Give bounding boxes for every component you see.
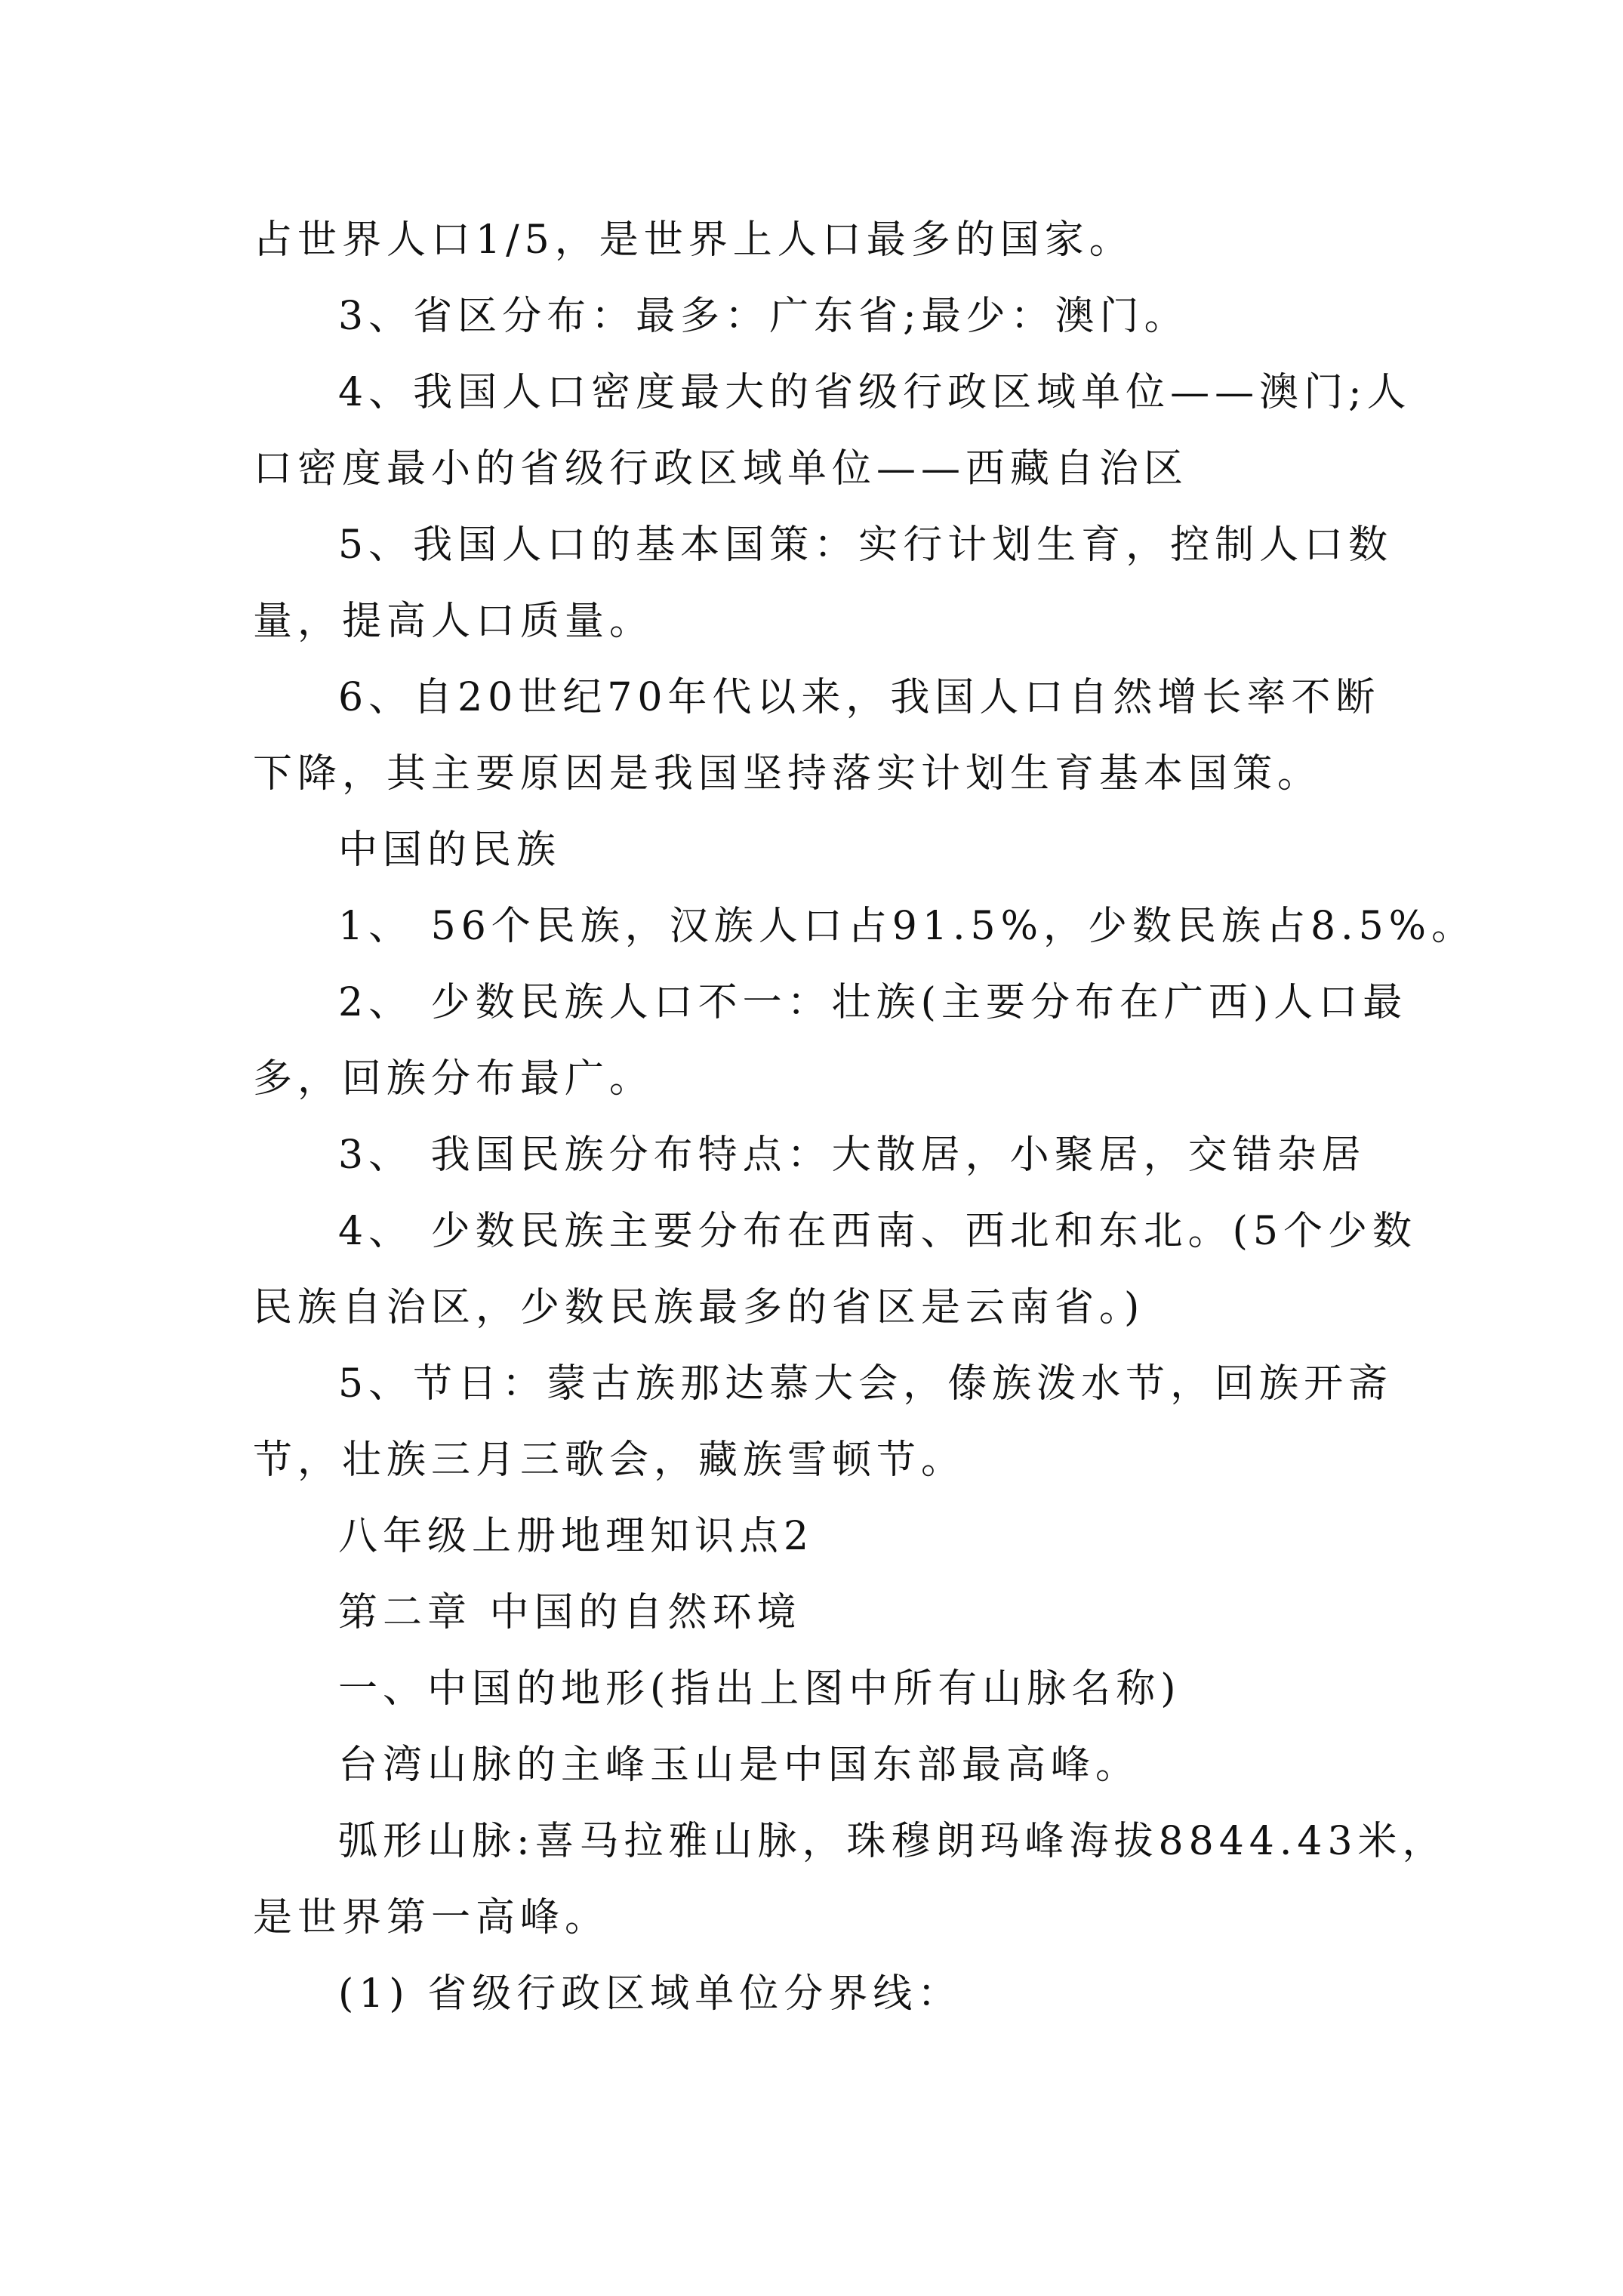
text-line: 下降，其主要原因是我国坚持落实计划生育基本国策。 [253,751,1323,797]
text-line: 口密度最小的省级行政区域单位——西藏自治区 [253,446,1189,492]
section-heading: 八年级上册地理知识点2 [338,1514,815,1559]
text-line: 台湾山脉的主峰玉山是中国东部最高峰。 [338,1743,1141,1788]
text-line: 5、节日：蒙古族那达慕大会，傣族泼水节，回族开斋 [338,1361,1394,1407]
text-line: 4、我国人口密度最大的省级行政区域单位——澳门;人 [338,370,1412,415]
text-line: 占世界人口1/5，是世界上人口最多的国家。 [253,217,1134,263]
text-line: 多，回族分布最广。 [253,1056,654,1102]
text-line: 是世界第一高峰。 [253,1895,610,1940]
text-line: (1) 省级行政区域单位分界线： [338,1971,962,2017]
text-line: 5、我国人口的基本国策：实行计划生育，控制人口数 [338,522,1394,568]
text-line: 量，提高人口质量。 [253,599,654,644]
text-line: 1、 56个民族，汉族人口占91.5%，少数民族占8.5%。 [338,904,1477,949]
text-line: 3、省区分布：最多：广东省;最少：澳门。 [338,294,1189,339]
text-line: 2、 少数民族人口不一：壮族(主要分布在广西)人口最 [338,980,1408,1025]
chapter-heading: 第二章 中国的自然环境 [338,1590,802,1635]
text-line: 6、自20世纪70年代以来，我国人口自然增长率不断 [338,675,1381,720]
text-line: 节，壮族三月三歌会，藏族雪顿节。 [253,1438,966,1483]
text-line: 3、 我国民族分布特点：大散居，小聚居，交错杂居 [338,1133,1366,1178]
section-heading: 中国的民族 [338,827,562,873]
text-line: 弧形山脉:喜马拉雅山脉，珠穆朗玛峰海拔8844.43米， [338,1819,1447,1864]
subsection-heading: 一、中国的地形(指出上图中所有山脉名称) [338,1666,1181,1712]
document-body [253,202,1477,2032]
text-line: 4、 少数民族主要分布在西南、西北和东北。(5个少数 [338,1209,1417,1254]
text-line: 民族自治区，少数民族最多的省区是云南省。) [253,1285,1145,1330]
